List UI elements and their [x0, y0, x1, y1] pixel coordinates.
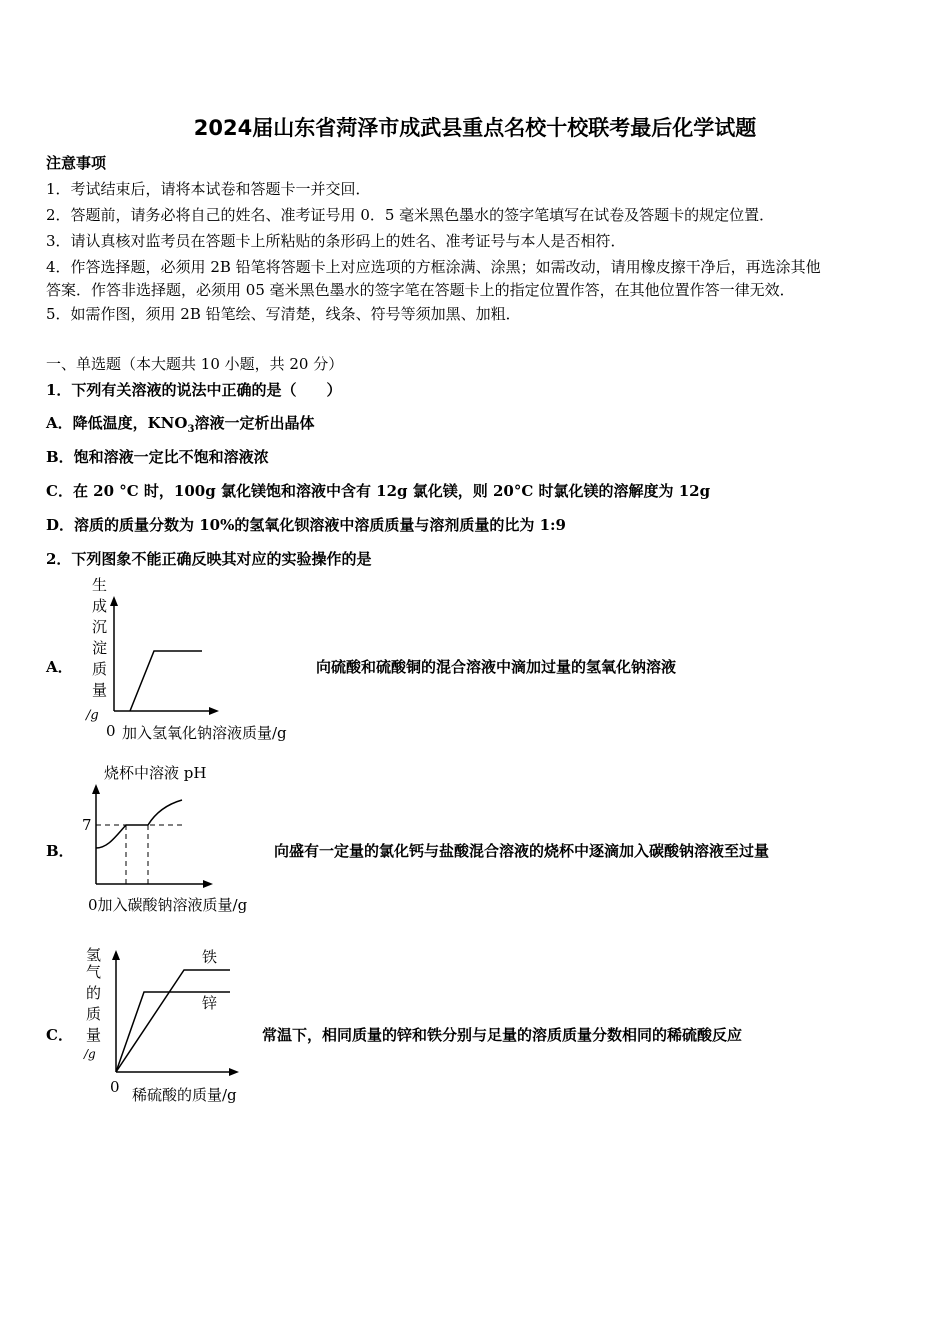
q1-option-b: B．饱和溶液一定比不饱和溶液浓: [46, 448, 269, 466]
svg-text:量: 量: [92, 681, 108, 699]
svg-text:质: 质: [86, 1005, 102, 1023]
svg-text:气: 气: [86, 963, 102, 981]
graph-b-ylabel: 烧杯中溶液 pH: [104, 764, 207, 782]
svg-text:淀: 淀: [92, 639, 108, 657]
q2-option-b-desc: 向盛有一定量的氯化钙与盐酸混合溶液的烧杯中逐滴加入碳酸钠溶液至过量: [274, 842, 770, 860]
graph-b-y-arrow: [92, 784, 100, 794]
page-title: 2024届山东省菏泽市成武县重点名校十校联考最后化学试题: [193, 116, 757, 140]
q2-option-c-label: C．: [46, 1026, 73, 1044]
q1-option-d: D．溶质的质量分数为 10%的氢氧化钡溶液中溶质质量与溶剂质量的比为 1:9: [46, 516, 566, 534]
graph-b-curve: [96, 800, 182, 848]
notice-item-3: 3．请认真核对监考员在答题卡上所粘贴的条形码上的姓名、准考证号与本人是否相符．: [46, 232, 626, 250]
graph-a-y-arrow: [110, 596, 118, 606]
graph-b: [78, 760, 278, 920]
notice-item-4: 4．作答选择题，必须用 2B 铅笔将答题卡上对应选项的方框涂满、涂黑；如需改动，请用橡皮擦干净后，再选涂其他: [46, 258, 821, 276]
question-1-stem: 1．下列有关溶液的说法中正确的是（ ）: [46, 381, 342, 399]
svg-text:/g: /g: [86, 708, 99, 723]
notice-item-1: 1．考试结束后，请将本试卷和答题卡一并交回．: [46, 180, 371, 198]
graph-b-x-arrow: [203, 880, 213, 888]
graph-c-xlabel: 稀硫酸的质量/g: [132, 1086, 237, 1104]
svg-text:量: 量: [86, 1026, 102, 1044]
graph-c-zinc-label: 锌: [202, 994, 218, 1012]
graph-b-seven: 7: [82, 816, 92, 834]
graph-a: [78, 574, 318, 746]
svg-text:/g: /g: [84, 1047, 96, 1061]
q2-option-c-desc: 常温下，相同质量的锌和铁分别与足量的溶质质量分数相同的稀硫酸反应: [262, 1026, 743, 1044]
notice-item-2: 2．答题前，请务必将自己的姓名、准考证号用 0．5 毫米黑色墨水的签字笔填写在试卷及答题卡的规定位置．: [46, 206, 775, 224]
svg-text:沉: 沉: [92, 618, 108, 636]
graph-c-origin: 0: [110, 1078, 120, 1096]
notice-heading: 注意事项: [46, 154, 107, 172]
question-2-stem: 2．下列图象不能正确反映其对应的实验操作的是: [46, 550, 372, 568]
svg-text:成: 成: [92, 597, 108, 615]
graph-a-xlabel: 加入氢氧化钠溶液质量/g: [122, 724, 287, 742]
q2-option-a-label: A．: [46, 658, 73, 676]
notice-item-5: 5．如需作图，须用 2B 铅笔绘、写清楚，线条、符号等须加黑、加粗．: [46, 305, 521, 323]
graph-c-x-arrow: [229, 1068, 239, 1076]
svg-text:的: 的: [86, 984, 102, 1002]
graph-a-ylabel: 生: [92, 576, 108, 594]
graph-c-ylabel: 氢: [86, 946, 102, 964]
graph-a-curve: [130, 651, 202, 711]
graph-c-y-arrow: [112, 950, 120, 960]
q1-option-c: C．在 20 °C 时，100g 氯化镁饱和溶液中含有 12g 氯化镁，则 20°C 时氯化镁的溶解度为 12g: [46, 482, 711, 500]
q2-option-b-label: B．: [46, 842, 74, 860]
svg-text:质: 质: [92, 660, 108, 678]
q2-option-a-desc: 向硫酸和硫酸铜的混合溶液中滴加过量的氢氧化钠溶液: [316, 658, 677, 676]
graph-a-x-arrow: [209, 707, 219, 715]
graph-b-xlabel: 0加入碳酸钠溶液质量/g: [88, 896, 248, 914]
notice-item-4-cont: 答案．作答非选择题，必须用 05 毫米黑色墨水的签字笔在答题卡上的指定位置作答，在其他位置作答一律无效．: [46, 281, 795, 299]
section-heading: 一、单选题（本大题共 10 小题，共 20 分）: [46, 355, 344, 373]
graph-a-origin: 0: [106, 722, 116, 740]
graph-c-iron-label: 铁: [202, 948, 218, 966]
graph-c: [80, 940, 270, 1108]
q1-option-a: A．降低温度，$KNO_3$溶液一定析出晶体: [46, 414, 315, 435]
